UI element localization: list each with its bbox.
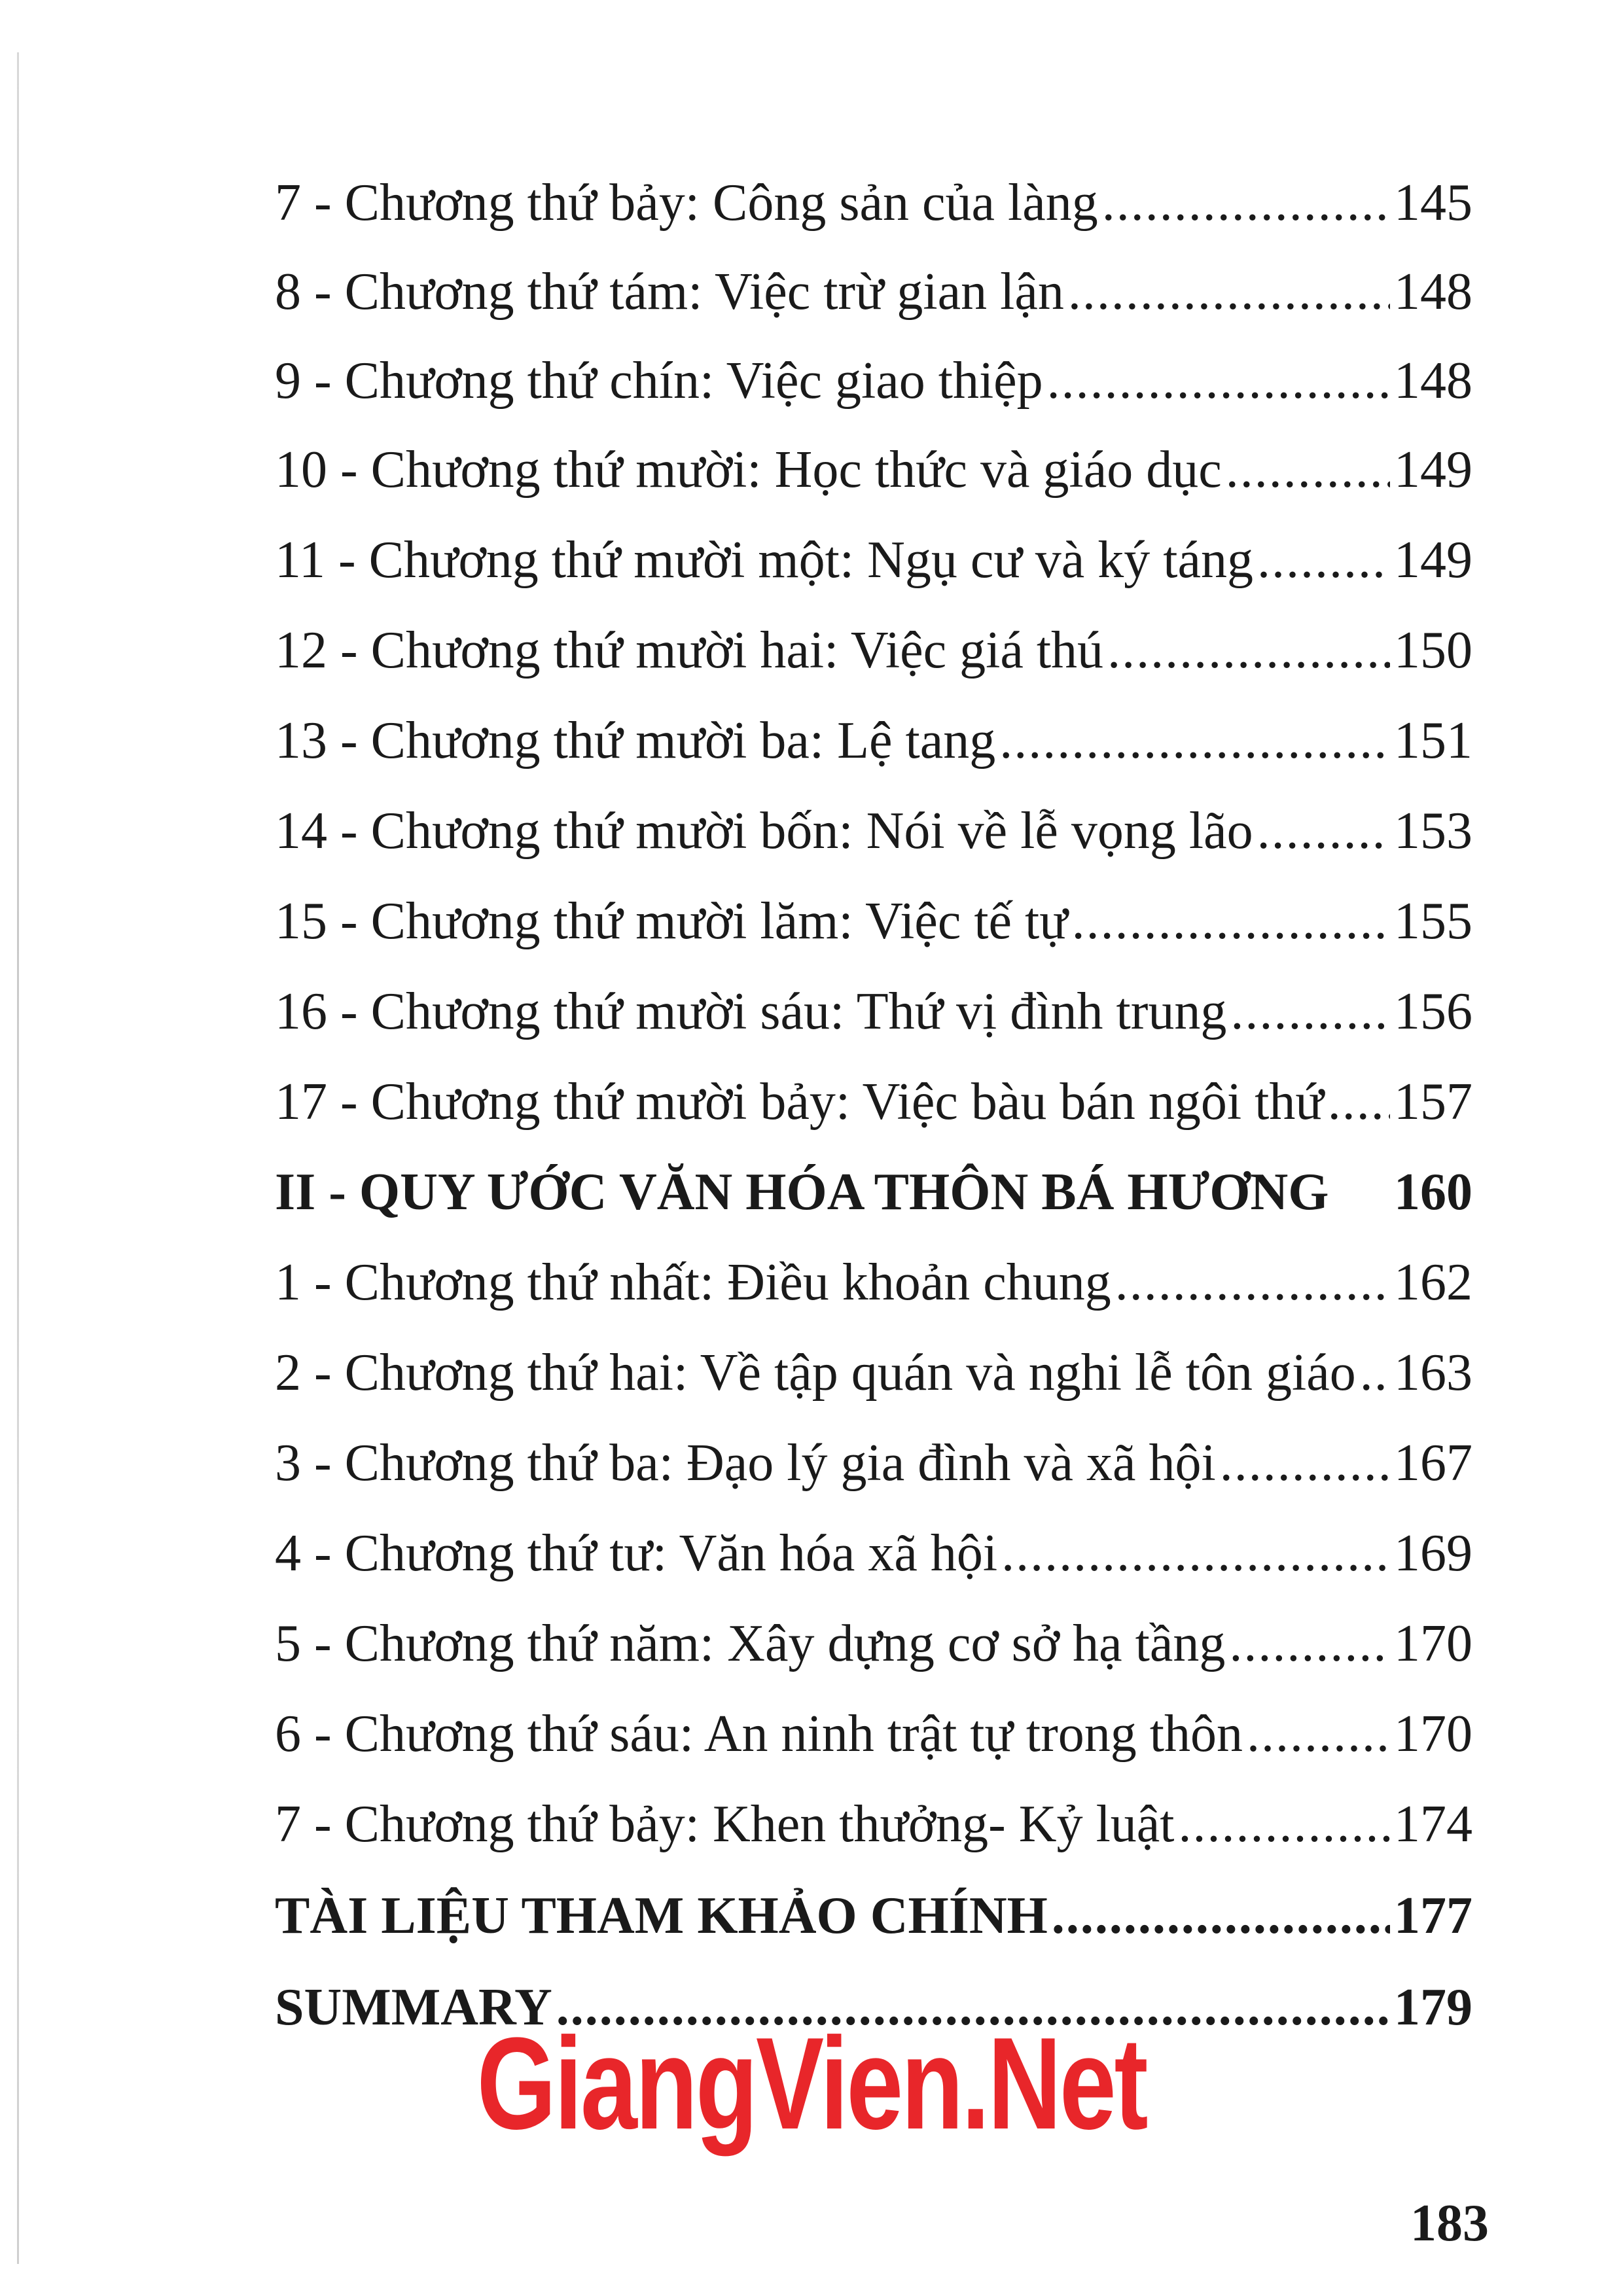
toc-entry-page: 170 xyxy=(1394,1705,1472,1763)
toc-entry-page: 162 xyxy=(1394,1254,1472,1311)
toc-entry xyxy=(275,980,1472,1043)
toc-entry-page: 151 xyxy=(1394,712,1472,769)
toc-entry-title: 14 - Chương thứ mười bốn: Nói về lễ vọng lão xyxy=(275,802,1253,860)
toc-entry xyxy=(275,349,1472,412)
toc-entry-page: 170 xyxy=(1394,1615,1472,1672)
toc-entry-page: 149 xyxy=(1394,441,1472,499)
toc-entry-title: 7 - Chương thứ bảy: Công sản của làng xyxy=(275,174,1098,232)
dot-leader xyxy=(1179,1793,1390,1856)
toc-entry xyxy=(275,1522,1472,1585)
toc-entry-page: 179 xyxy=(1394,1979,1472,2036)
dot-leader xyxy=(1001,1522,1390,1585)
toc-entry-title: 4 - Chương thứ tư: Văn hóa xã hội xyxy=(275,1525,998,1582)
dot-leader xyxy=(1107,619,1390,682)
dot-leader xyxy=(1360,1341,1390,1404)
toc-entry xyxy=(275,1793,1472,1856)
toc-entry-page: 156 xyxy=(1394,983,1472,1040)
dot-leader xyxy=(1257,529,1390,592)
toc-entry-title: 5 - Chương thứ năm: Xây dựng cơ sở hạ tầng xyxy=(275,1615,1226,1672)
toc-entry-page: 150 xyxy=(1394,622,1472,679)
toc-entry xyxy=(275,1612,1472,1675)
toc-entry xyxy=(275,1251,1472,1314)
toc-entry-page: 160 xyxy=(1394,1163,1472,1221)
toc-entry-title: 2 - Chương thứ hai: Về tập quán và nghi lễ tôn giáo xyxy=(275,1344,1356,1402)
dot-leader xyxy=(1047,349,1390,412)
toc-entry-title: 1 - Chương thứ nhất: Điều khoản chung xyxy=(275,1254,1111,1311)
dot-leader xyxy=(1220,1432,1390,1494)
dot-leader xyxy=(1072,890,1390,953)
dot-leader xyxy=(1226,438,1390,501)
toc-entry-page: 149 xyxy=(1394,531,1472,589)
toc-entry xyxy=(275,438,1472,501)
dot-leader xyxy=(999,709,1390,772)
toc-entry-title: 12 - Chương thứ mười hai: Việc giá thú xyxy=(275,622,1104,679)
dot-leader xyxy=(1102,171,1390,234)
dot-leader xyxy=(1115,1251,1390,1314)
toc-entry-page: 155 xyxy=(1394,892,1472,950)
page-number: 183 xyxy=(1410,2195,1489,2252)
dot-leader xyxy=(1328,1070,1390,1133)
toc-entry-page: 148 xyxy=(1394,263,1472,321)
toc-entry-page: 174 xyxy=(1394,1795,1472,1853)
toc-entry xyxy=(275,709,1472,772)
toc-section-heading xyxy=(275,1884,1472,1947)
dot-leader xyxy=(1247,1703,1390,1765)
toc-entry-page: 167 xyxy=(1394,1434,1472,1492)
dot-leader xyxy=(1229,1612,1390,1675)
toc-entry-title: 15 - Chương thứ mười lăm: Việc tế tự xyxy=(275,892,1068,950)
toc-entry-title: 13 - Chương thứ mười ba: Lệ tang xyxy=(275,712,996,769)
toc-entry xyxy=(275,1432,1472,1494)
toc-entry-page: 153 xyxy=(1394,802,1472,860)
toc-entry-page: 169 xyxy=(1394,1525,1472,1582)
toc-entry-page: 177 xyxy=(1394,1887,1472,1945)
dot-leader xyxy=(1257,800,1390,862)
toc-entry xyxy=(275,890,1472,953)
toc-entry-title: II - QUY ƯỚC VĂN HÓA THÔN BÁ HƯƠNG xyxy=(275,1163,1329,1221)
watermark-text: GiangVien.Net xyxy=(476,2011,1147,2157)
dot-leader xyxy=(1052,1884,1390,1947)
toc-entry-page: 157 xyxy=(1394,1073,1472,1131)
dot-leader xyxy=(1230,980,1390,1043)
toc-entry xyxy=(275,260,1472,323)
toc-entry-title: 9 - Chương thứ chín: Việc giao thiệp xyxy=(275,352,1043,410)
toc-entry-title: 11 - Chương thứ mười một: Ngụ cư và ký táng xyxy=(275,531,1253,589)
toc-entry xyxy=(275,1070,1472,1133)
toc-entry-title: SUMMARY xyxy=(275,1979,552,2036)
toc-entry-page: 145 xyxy=(1394,174,1472,232)
toc-entry xyxy=(275,171,1472,234)
toc-entry-page: 163 xyxy=(1394,1344,1472,1402)
toc-entry-page: 148 xyxy=(1394,352,1472,410)
toc-entry-title: 7 - Chương thứ bảy: Khen thưởng- Kỷ luật xyxy=(275,1795,1175,1853)
toc-entry xyxy=(275,800,1472,862)
toc-entry xyxy=(275,1341,1472,1404)
toc-entry-title: 17 - Chương thứ mười bảy: Việc bàu bán ngôi thứ xyxy=(275,1073,1324,1131)
toc-entry-title: 10 - Chương thứ mười: Học thức và giáo dục xyxy=(275,441,1222,499)
toc-entry xyxy=(275,529,1472,592)
toc-entry xyxy=(275,619,1472,682)
toc-entry-title: 6 - Chương thứ sáu: An ninh trật tự trong thôn xyxy=(275,1705,1243,1763)
toc-entry xyxy=(275,1703,1472,1765)
toc-entry-title: 3 - Chương thứ ba: Đạo lý gia đình và xã hội xyxy=(275,1434,1216,1492)
toc-entry-title: 16 - Chương thứ mười sáu: Thứ vị đình trung xyxy=(275,983,1227,1040)
toc-section-heading xyxy=(275,1161,1472,1224)
dot-leader xyxy=(1068,260,1390,323)
toc-entry-title: 8 - Chương thứ tám: Việc trừ gian lận xyxy=(275,263,1064,321)
toc-entry-title: TÀI LIỆU THAM KHẢO CHÍNH xyxy=(275,1887,1048,1945)
